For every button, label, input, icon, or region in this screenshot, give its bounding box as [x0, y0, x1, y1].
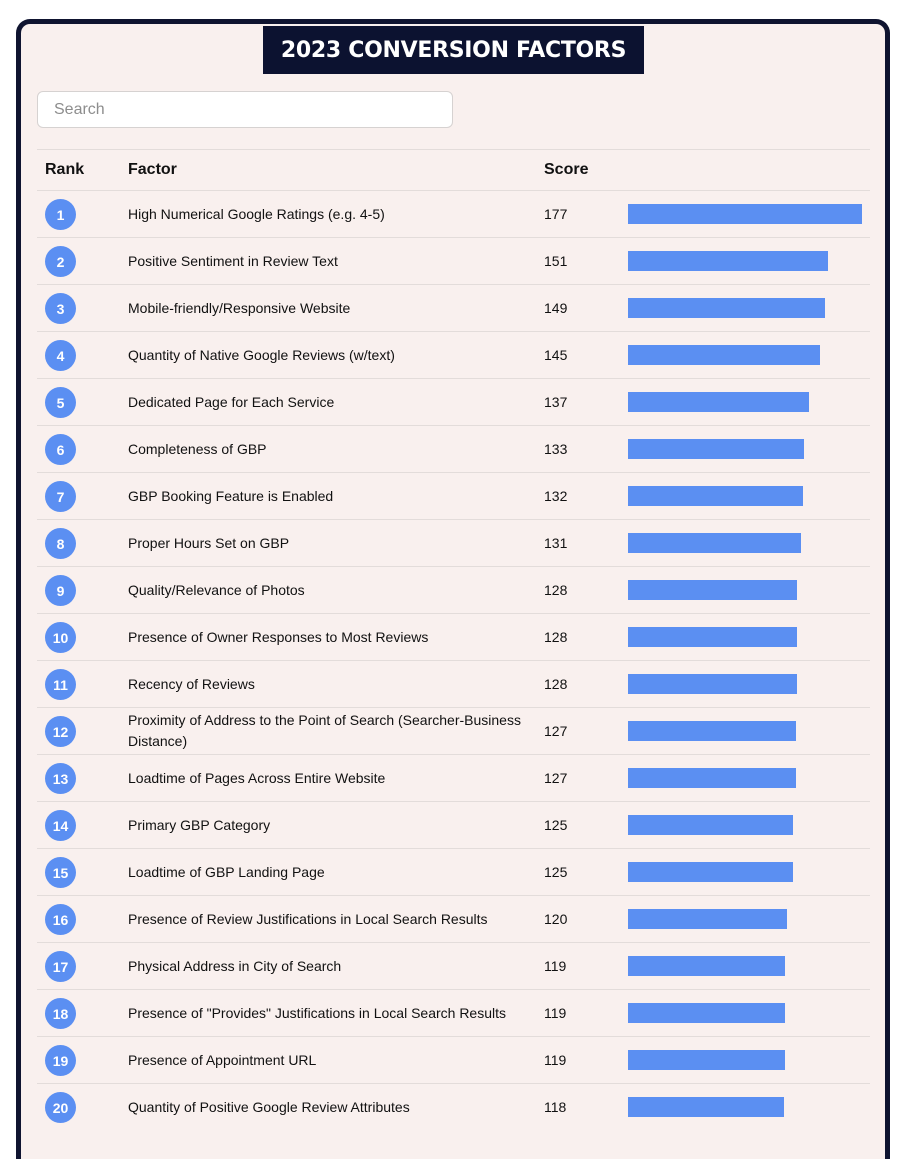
score-value: 119 [544, 958, 567, 974]
table-row [37, 472, 870, 519]
score-bar-track [628, 909, 868, 929]
score-value: 127 [544, 723, 568, 739]
rank-badge: 18 [45, 998, 76, 1029]
rank-badge: 15 [45, 857, 76, 888]
rank-badge: 17 [45, 951, 76, 982]
rank-badge: 20 [45, 1092, 76, 1123]
score-bar [628, 580, 797, 600]
score-bar [628, 627, 797, 647]
table-row [37, 989, 870, 1036]
table-row [37, 613, 870, 660]
factor-name: Loadtime of Pages Across Entire Website [128, 769, 386, 786]
score-value: 119 [544, 1052, 567, 1068]
table-header [37, 149, 870, 190]
score-value: 120 [544, 911, 568, 927]
score-value: 177 [544, 206, 568, 222]
score-bar-track [628, 862, 868, 882]
score-value: 127 [544, 770, 568, 786]
rank-badge: 7 [45, 481, 76, 512]
rank-badge: 12 [45, 716, 76, 747]
rank-badge: 11 [45, 669, 76, 700]
ranking-panel [16, 19, 890, 1159]
score-bar-track [628, 439, 868, 459]
rank-badge: 2 [45, 246, 76, 277]
score-bar [628, 1050, 785, 1070]
rank-badge: 8 [45, 528, 76, 559]
page-title: 2023 CONVERSION FACTORS [263, 26, 644, 74]
factor-name: Quality/Relevance of Photos [128, 581, 305, 598]
factor-name: High Numerical Google Ratings (e.g. 4-5) [128, 205, 385, 222]
score-bar-track [628, 204, 868, 224]
score-bar [628, 862, 793, 882]
factor-name: Presence of "Provides" Justifications in Local Search Results [128, 1004, 507, 1021]
score-bar [628, 721, 796, 741]
table-row [37, 284, 870, 331]
factor-name: Proper Hours Set on GBP [128, 534, 290, 551]
score-bar [628, 956, 785, 976]
rank-badge: 1 [45, 199, 76, 230]
factors-table [37, 149, 870, 1130]
table-row [37, 1036, 870, 1083]
score-bar-track [628, 392, 868, 412]
factor-name: Quantity of Positive Google Review Attributes [128, 1098, 410, 1115]
score-bar-track [628, 721, 868, 741]
score-value: 133 [544, 441, 568, 457]
factor-name: Primary GBP Category [128, 816, 271, 833]
table-row [37, 754, 870, 801]
score-value: 119 [544, 1005, 567, 1021]
score-value: 151 [544, 253, 568, 269]
score-bar-track [628, 580, 868, 600]
score-value: 149 [544, 300, 568, 316]
score-bar [628, 768, 796, 788]
score-bar-track [628, 768, 868, 788]
table-row [37, 425, 870, 472]
rank-badge: 4 [45, 340, 76, 371]
score-value: 125 [544, 864, 568, 880]
factor-name: Dedicated Page for Each Service [128, 393, 335, 410]
table-row [37, 707, 870, 754]
rank-badge: 19 [45, 1045, 76, 1076]
table-row [37, 519, 870, 566]
table-row [37, 660, 870, 707]
score-bar [628, 533, 801, 553]
factor-name: Presence of Appointment URL [128, 1051, 317, 1068]
table-row [37, 378, 870, 425]
score-bar-track [628, 1050, 868, 1070]
table-row [37, 237, 870, 284]
score-bar-track [628, 815, 868, 835]
score-bar [628, 345, 820, 365]
score-bar [628, 486, 803, 506]
score-bar [628, 392, 809, 412]
factor-name: Presence of Review Justifications in Local Search Results [128, 910, 488, 927]
score-value: 128 [544, 582, 568, 598]
factor-name: Completeness of GBP [128, 440, 267, 457]
score-bar [628, 204, 862, 224]
score-bar-track [628, 674, 868, 694]
score-bar-track [628, 956, 868, 976]
score-value: 137 [544, 394, 568, 410]
factor-name: Positive Sentiment in Review Text [128, 252, 338, 269]
search-input[interactable] [37, 91, 453, 128]
score-bar-track [628, 533, 868, 553]
rank-badge: 10 [45, 622, 76, 653]
score-bar [628, 815, 793, 835]
table-row [37, 895, 870, 942]
score-value: 128 [544, 629, 568, 645]
score-bar [628, 909, 787, 929]
score-value: 131 [544, 535, 568, 551]
table-row [37, 566, 870, 613]
factor-name: Recency of Reviews [128, 675, 255, 692]
header-factor[interactable]: Factor [128, 161, 177, 178]
factor-name: Proximity of Address to the Point of Search (Searcher-Business Distance) [128, 712, 521, 749]
rank-badge: 3 [45, 293, 76, 324]
rank-badge: 16 [45, 904, 76, 935]
table-row [37, 331, 870, 378]
header-rank[interactable]: Rank [45, 161, 85, 178]
score-bar-track [628, 251, 868, 271]
score-value: 125 [544, 817, 568, 833]
table-row [37, 1083, 870, 1130]
score-bar-track [628, 1097, 868, 1117]
score-bar-track [628, 1003, 868, 1023]
factor-name: Physical Address in City of Search [128, 957, 342, 974]
factor-name: Quantity of Native Google Reviews (w/text) [128, 346, 395, 363]
factor-name: Mobile-friendly/Responsive Website [128, 299, 351, 316]
table-body [37, 190, 870, 1130]
rank-badge: 9 [45, 575, 76, 606]
score-bar-track [628, 486, 868, 506]
score-bar [628, 298, 825, 318]
factor-name: GBP Booking Feature is Enabled [128, 487, 334, 504]
factor-name: Loadtime of GBP Landing Page [128, 863, 325, 880]
header-score[interactable]: Score [544, 161, 589, 178]
score-bar-track [628, 298, 868, 318]
rank-badge: 5 [45, 387, 76, 418]
score-value: 118 [544, 1099, 567, 1115]
score-bar-track [628, 627, 868, 647]
score-value: 128 [544, 676, 568, 692]
score-bar [628, 1003, 785, 1023]
factor-name: Presence of Owner Responses to Most Reviews [128, 628, 429, 645]
score-value: 145 [544, 347, 568, 363]
table-row [37, 942, 870, 989]
table-row [37, 801, 870, 848]
score-bar [628, 674, 797, 694]
table-row [37, 190, 870, 237]
score-bar [628, 439, 804, 459]
rank-badge: 6 [45, 434, 76, 465]
table-row [37, 848, 870, 895]
rank-badge: 13 [45, 763, 76, 794]
score-value: 132 [544, 488, 568, 504]
score-bar-track [628, 345, 868, 365]
rank-badge: 14 [45, 810, 76, 841]
score-bar [628, 251, 828, 271]
score-bar [628, 1097, 784, 1117]
